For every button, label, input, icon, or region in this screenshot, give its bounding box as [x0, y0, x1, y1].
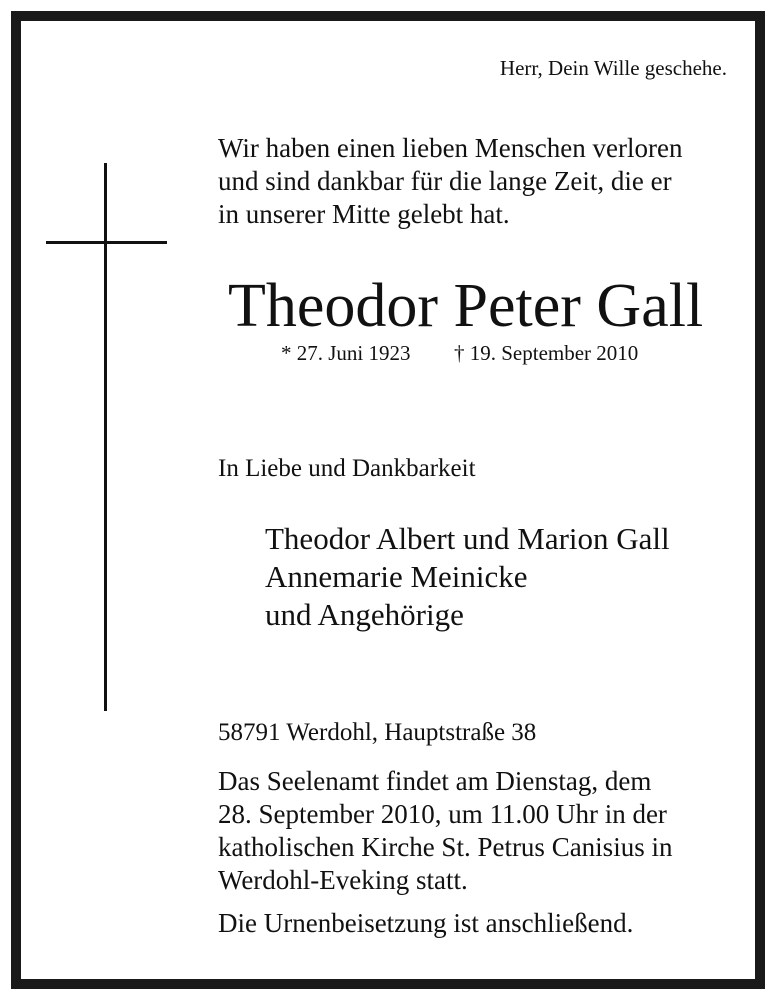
service-line: Das Seelenamt findet am Dienstag, dem — [218, 766, 652, 796]
intro-line: Wir haben einen lieben Menschen verloren — [218, 133, 683, 163]
motto-text: Herr, Dein Wille geschehe. — [499, 56, 727, 80]
death-date: † 19. September 2010 — [454, 341, 639, 365]
cross-icon-bar — [46, 241, 167, 244]
burial-note: Die Urnenbeisetzung ist anschließend. — [218, 908, 634, 938]
service-line: 28. September 2010, um 11.00 Uhr in der — [218, 799, 667, 829]
love-line: In Liebe und Dankbarkeit — [218, 455, 476, 482]
mourners-list — [265, 520, 670, 634]
birth-date: * 27. Juni 1923 — [281, 341, 411, 365]
intro-line: in unserer Mitte gelebt hat. — [218, 199, 510, 229]
mourner-name: Theodor Albert und Marion Gall — [265, 521, 670, 556]
mourner-name: und Angehörige — [265, 597, 464, 632]
service-line: katholischen Kirche St. Petrus Canisius in — [218, 832, 673, 862]
service-paragraph — [218, 765, 672, 897]
intro-line: und sind dankbar für die lange Zeit, die er — [218, 166, 672, 196]
cross-icon — [104, 163, 107, 711]
mourner-name: Annemarie Meinicke — [265, 559, 528, 594]
deceased-name: Theodor Peter Gall — [228, 272, 704, 340]
service-line: Werdohl-Eveking statt. — [218, 865, 468, 895]
address-text: 58791 Werdohl, Hauptstraße 38 — [218, 719, 537, 746]
intro-paragraph — [218, 132, 748, 231]
